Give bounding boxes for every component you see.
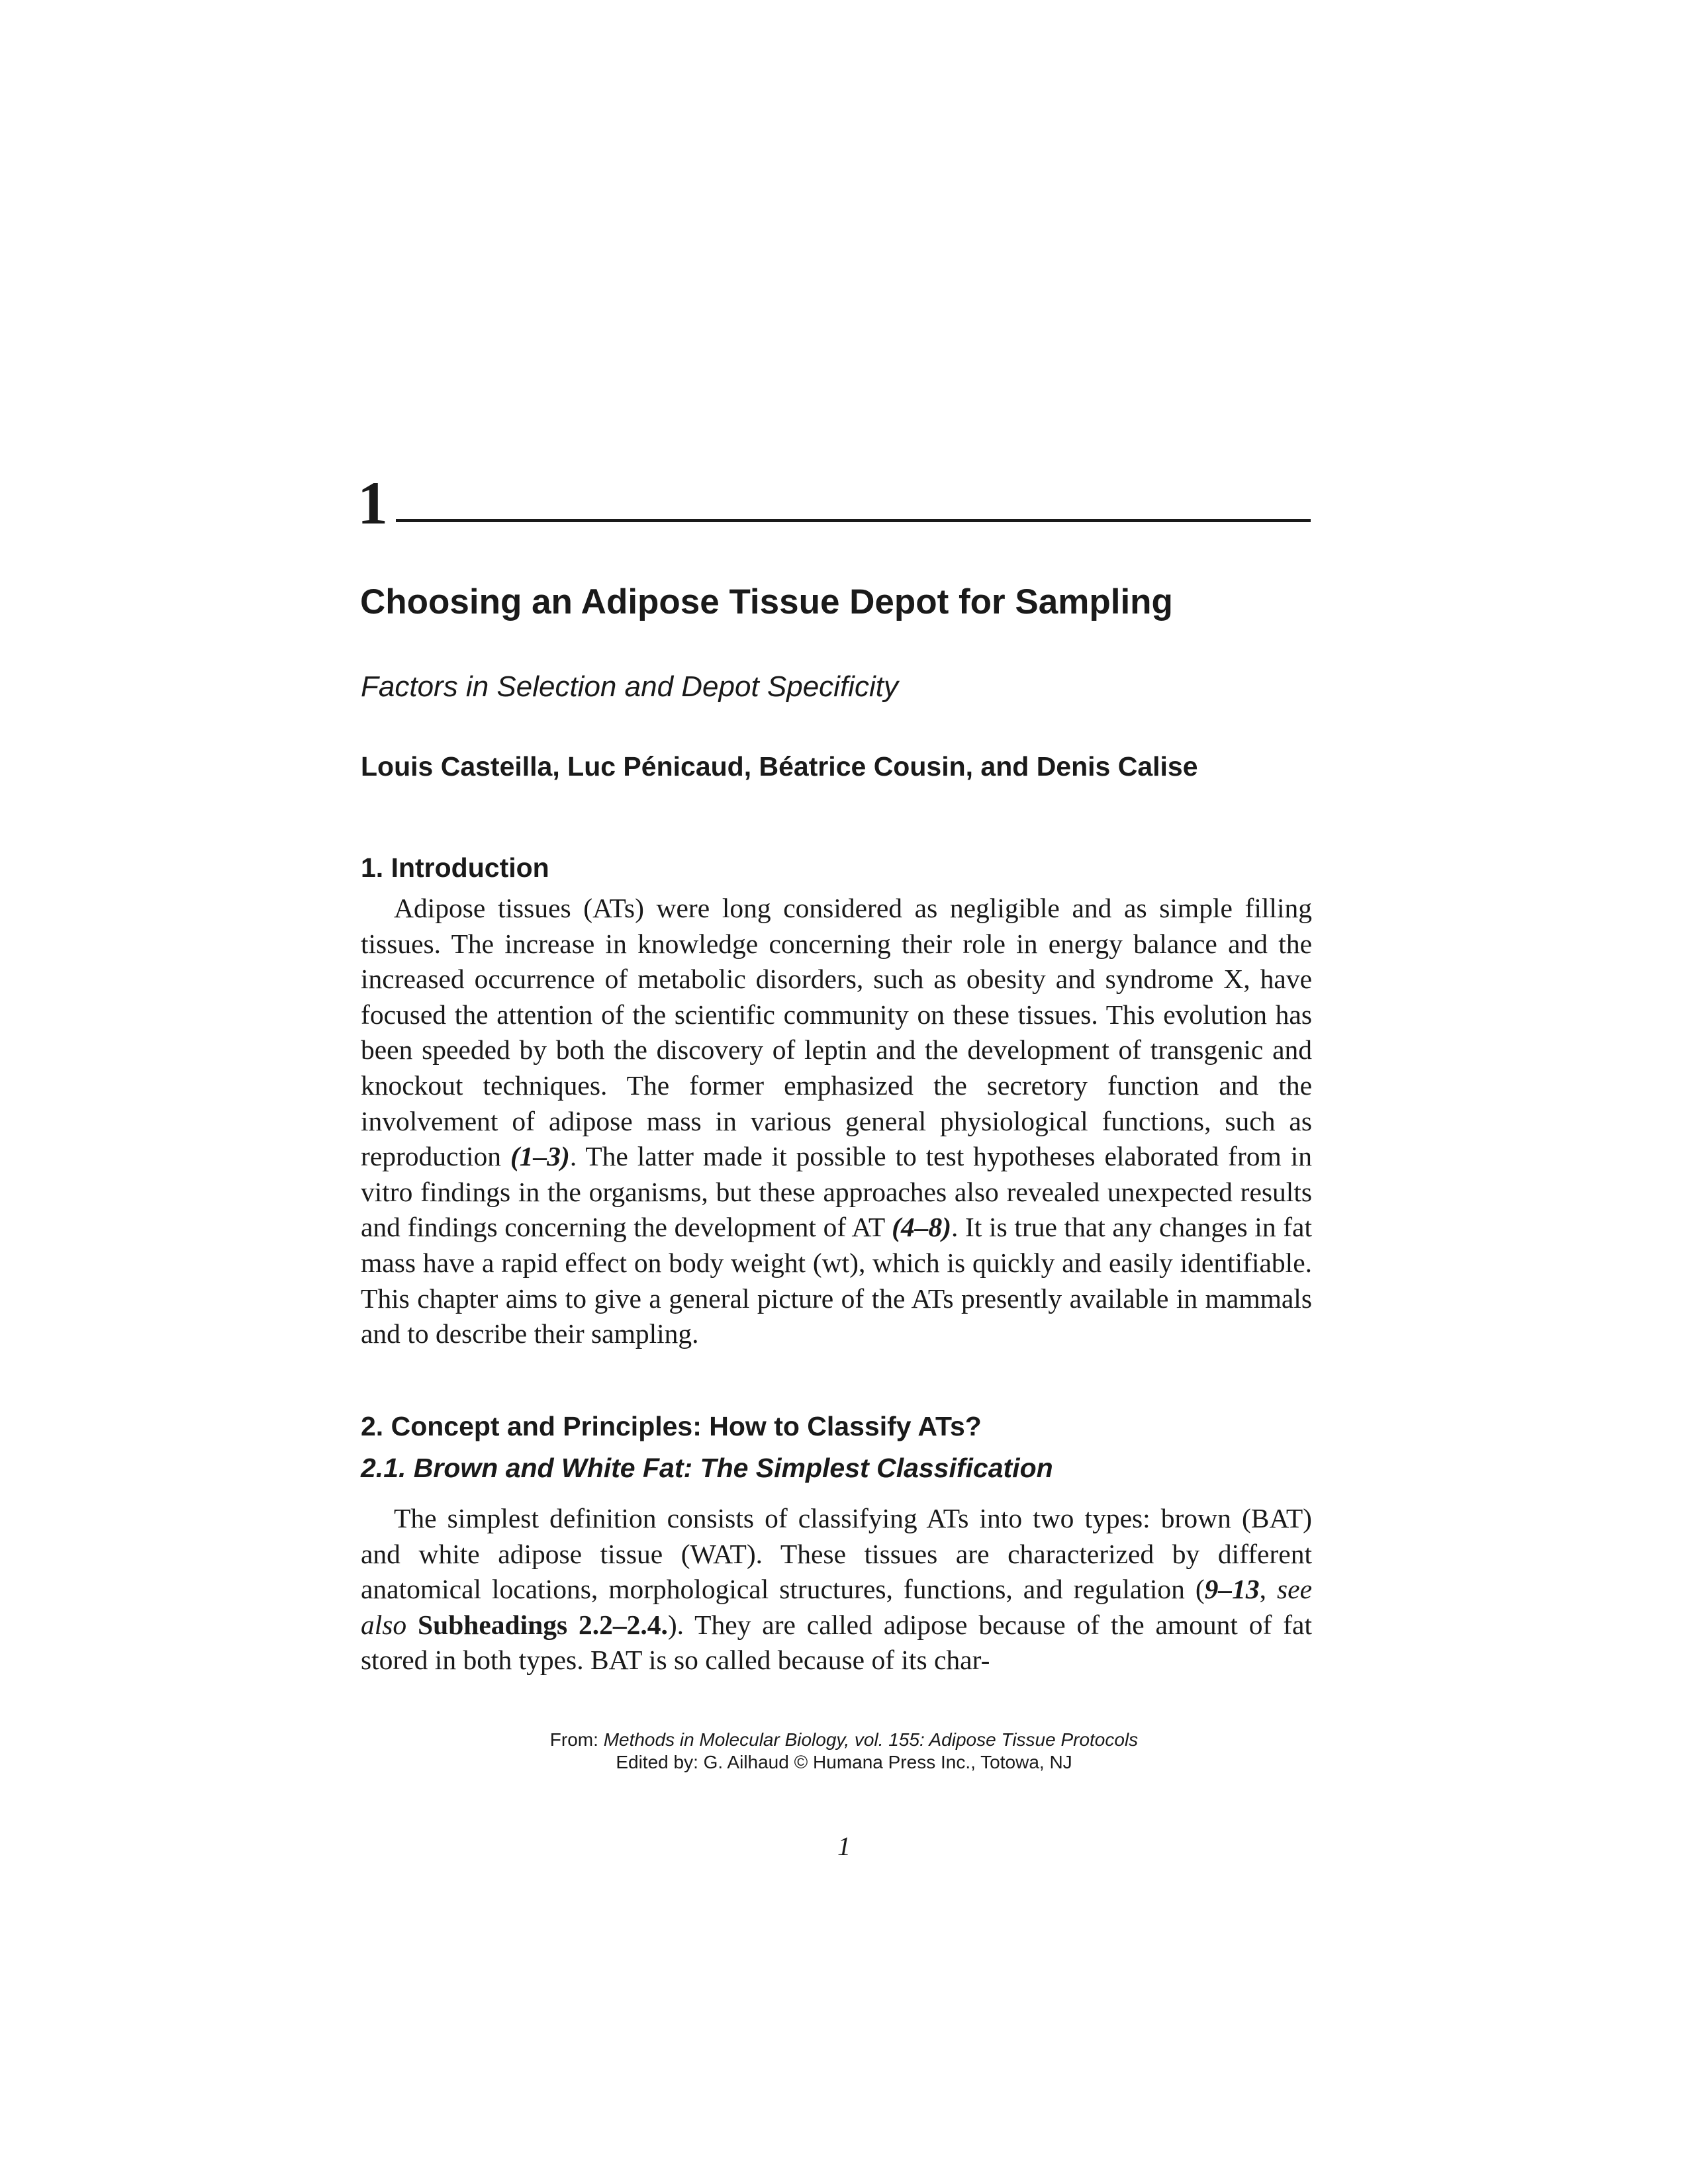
section-heading-introduction: 1. Introduction — [361, 852, 549, 883]
intro-text-b: . The latter made it possible to test hypotheses elaborated from in vitro findings in the organisms, but these approaches also revealed unexpected results and findings concerning the development of AT — [361, 1141, 1312, 1243]
see-also-text: see also — [361, 1574, 1313, 1640]
introduction-paragraph — [361, 891, 1312, 1352]
class-text-b: , — [1259, 1574, 1278, 1605]
page-number: 1 — [837, 1831, 851, 1861]
footer-from-label: From: — [549, 1729, 604, 1750]
subsection-heading-brown-white: 2.1. Brown and White Fat: The Simplest Classification — [361, 1453, 1053, 1483]
author-list: Louis Casteilla, Luc Pénicaud, Béatrice Cousin, and Denis Calise — [361, 751, 1198, 782]
class-text-d: ). They are called adipose because of the amount of fat stored in both types. BAT is so called because of its char- — [361, 1609, 1312, 1676]
chapter-title: Choosing an Adipose Tissue Depot for Sampling — [360, 582, 1173, 621]
chapter-subtitle: Factors in Selection and Depot Specificity — [361, 670, 898, 703]
subheadings-ref: Subheadings 2.2–2.4. — [418, 1609, 668, 1640]
citation-ref: (1–3) — [510, 1141, 570, 1172]
intro-text-c: . It is true that any changes in fat mass have a rapid effect on body weight (wt), which is quickly and easily identifiable. This chapter aims to give a general picture of the ATs presently available in mammals and to describe their sampling. — [361, 1212, 1312, 1349]
intro-text-a: Adipose tissues (ATs) were long considered as negligible and as simple filling tissues. The increase in knowledge concerning their role in energy balance and the increased occurrence of metabolic disorders, such as obesity and syndrome X, have focused the attention of the scientific community on these tissues. This evolution has been speeded by both the discovery of leptin and the development of transgenic and knockout techniques. The former emphasized the secretory function and the involvement of adipose mass in various general physiological functions, such as reproduction — [361, 893, 1312, 1172]
citation-ref: (4–8) — [892, 1212, 952, 1243]
class-text-a: The simplest definition consists of classifying ATs into two types: brown (BAT) and white adipose tissue (WAT). These tissues are characterized by different anatomical locations, morphological structures, functions, and regulation ( — [361, 1503, 1312, 1605]
section-heading-concept: 2. Concept and Principles: How to Classify ATs? — [361, 1411, 982, 1441]
chapter-header — [357, 467, 1311, 539]
footer-edited-by: Edited by: G. Ailhaud © Humana Press Inc., Totowa, NJ — [616, 1752, 1072, 1772]
chapter-rule — [396, 519, 1311, 522]
class-text-c — [406, 1610, 418, 1640]
citation-ref: 9–13 — [1204, 1574, 1260, 1605]
classification-paragraph — [361, 1501, 1312, 1678]
chapter-number: 1 — [357, 469, 388, 537]
footer-source-line — [0, 1729, 1688, 1751]
footer-source: Methods in Molecular Biology, vol. 155: Adipose Tissue Protocols — [603, 1729, 1139, 1750]
